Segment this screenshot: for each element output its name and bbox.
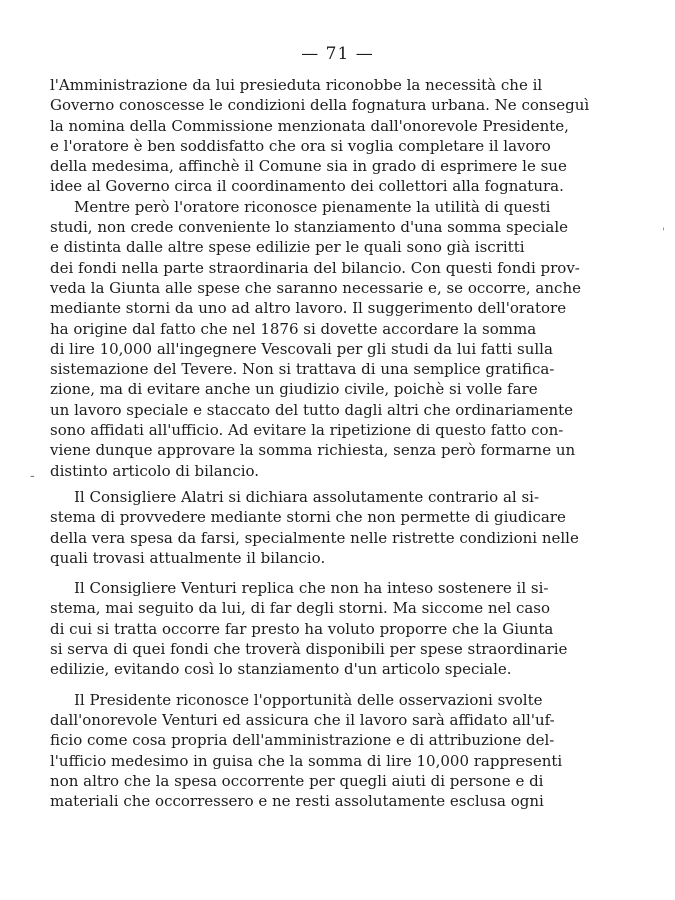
text-line: si serva di quei fondi che troverà disponibili per spese straordinarie <box>50 640 568 659</box>
paragraph <box>50 197 581 481</box>
text-line: distinto articolo di bilancio. <box>50 461 260 480</box>
text-line: idee al Governo circa il coordinamento dei collettori alla fognatura. <box>50 177 564 196</box>
text-line: Il Consigliere Alatri si dichiara assolutamente contrario al si- <box>74 487 540 506</box>
margin-dash-mark: - <box>30 468 35 484</box>
text-line: studi, non crede conveniente lo stanziamento d'una somma speciale <box>50 218 569 237</box>
text-line: della vera spesa da farsi, specialmente nelle ristrette condizioni nelle <box>50 528 579 547</box>
text-line: stema di provvedere mediante storni che non permette di giudicare <box>50 508 566 527</box>
text-line: un lavoro speciale e staccato del tutto dagli altri che ordinariamente <box>50 400 574 419</box>
margin-dot-mark: ' <box>662 227 665 238</box>
text-line: ha origine dal fatto che nel 1876 si dovette accordare la somma <box>50 319 537 338</box>
text-line: l'ufficio medesimo in guisa che la somma di lire 10,000 rappresenti <box>50 751 563 770</box>
paragraph <box>50 487 579 568</box>
text-line: Governo conoscesse le condizioni della fognatura urbana. Ne conseguì <box>50 96 590 115</box>
text-line: dall'onorevole Venturi ed assicura che il lavoro sarà affidato all'uf- <box>50 710 555 729</box>
paragraph <box>50 75 590 197</box>
text-line: sistemazione del Tevere. Non si trattava di una semplice gratifica- <box>50 360 555 379</box>
paragraph <box>50 690 563 812</box>
text-line: Il Consigliere Venturi replica che non ha inteso sostenere il si- <box>74 579 549 598</box>
text-line: dei fondi nella parte straordinaria del bilancio. Con questi fondi prov- <box>50 258 580 277</box>
text-line: quali trovasi attualmente il bilancio. <box>50 548 326 567</box>
text-line: veda la Giunta alle spese che saranno necessarie e, se occorre, anche <box>50 278 581 297</box>
text-line: la nomina della Commissione menzionata dall'onorevole Presidente, <box>50 116 569 135</box>
text-line: viene dunque approvare la somma richiesta, senza però formarne un <box>50 441 576 460</box>
text-line: zione, ma di evitare anche un giudizio civile, poichè si volle fare <box>50 380 538 399</box>
text-line: Mentre però l'oratore riconosce pienamente la utilità di questi <box>74 197 551 216</box>
text-line: materiali che occorressero e ne resti assolutamente esclusa ogni <box>50 792 544 811</box>
text-line: e l'oratore è ben soddisfatto che ora si voglia completare il lavoro <box>50 136 551 155</box>
text-line: stema, mai seguito da lui, di far degli storni. Ma siccome nel caso <box>50 599 551 618</box>
text-line: edilizie, evitando così lo stanziamento d'un articolo speciale. <box>50 660 512 679</box>
page-number: — 71 — <box>301 44 374 64</box>
text-line: non altro che la spesa occorrente per quegli aiuti di persone e di <box>50 771 544 790</box>
body-text <box>50 75 590 811</box>
text-line: e distinta dalle altre spese edilizie per le quali sono già iscritti <box>50 238 525 257</box>
text-line: ficio come cosa propria dell'amministrazione e di attribuzione del- <box>50 731 555 750</box>
text-line: sono affidati all'ufficio. Ad evitare la ripetizione di questo fatto con- <box>50 421 564 440</box>
paragraph <box>50 578 568 679</box>
text-line: l'Amministrazione da lui presieduta riconobbe la necessità che il <box>50 76 543 94</box>
text-line: Il Presidente riconosce l'opportunità delle osservazioni svolte <box>74 690 543 709</box>
text-line: della medesima, affinchè il Comune sia in grado di esprimere le sue <box>50 157 567 176</box>
text-line: mediante storni da uno ad altro lavoro. Il suggerimento dell'oratore <box>50 299 567 318</box>
text-line: di cui si tratta occorre far presto ha voluto proporre che la Giunta <box>50 619 554 638</box>
text-line: di lire 10,000 all'ingegnere Vescovali per gli studi da lui fatti sulla <box>50 339 553 358</box>
